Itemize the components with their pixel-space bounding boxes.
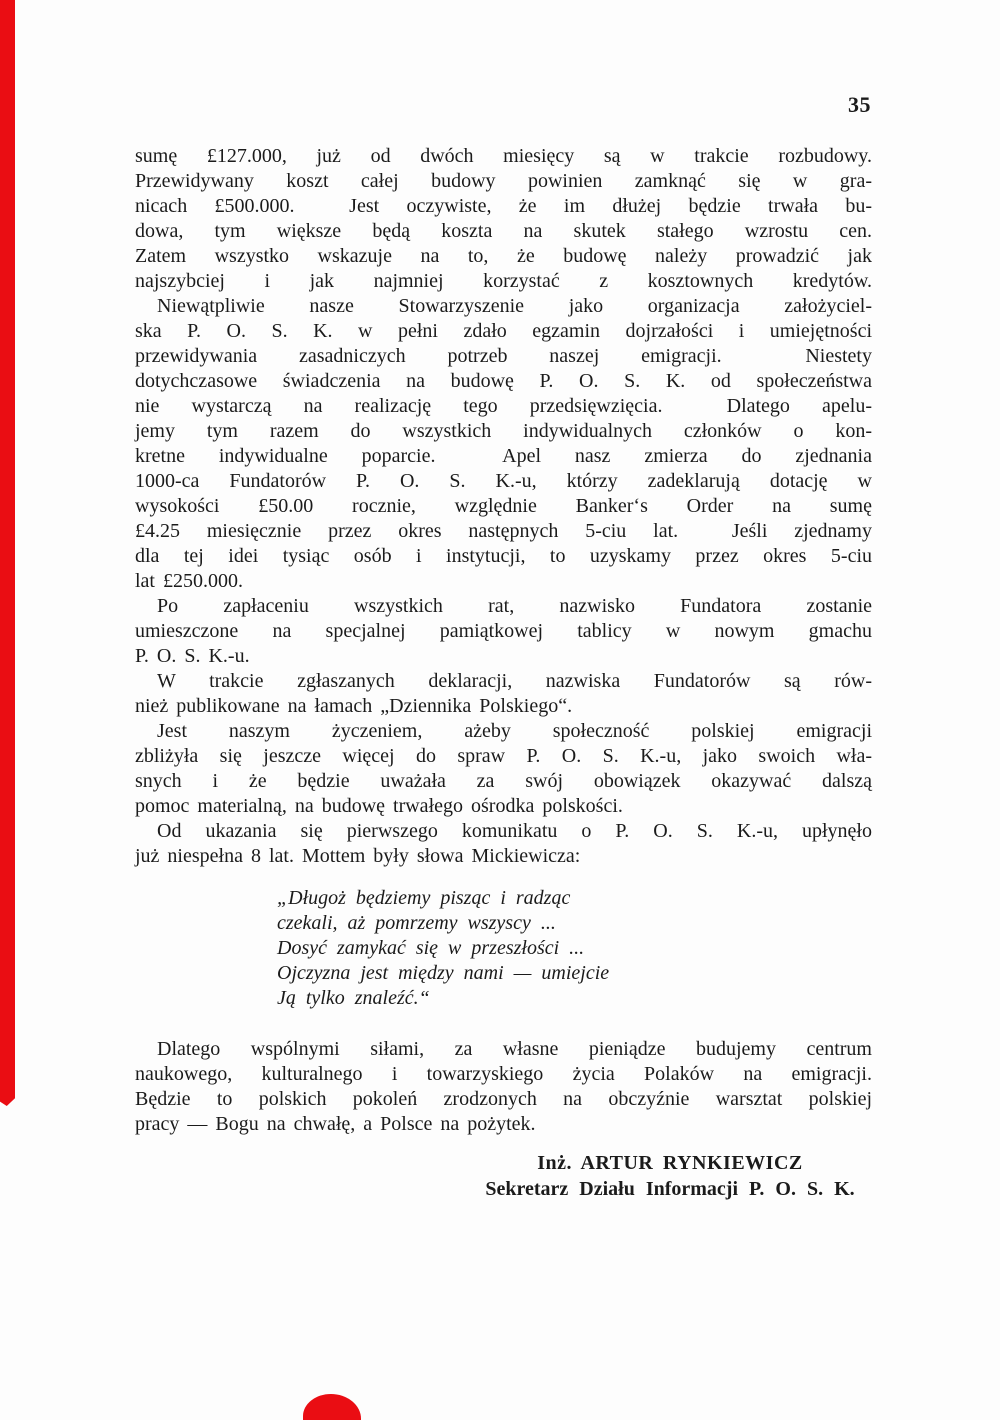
- text-line: £4.25 miesięcznie przez okres następnych 5-ciu lat. Jeśli zjednamy: [135, 520, 872, 542]
- text-line: snych i że będzie uważała za swój obowiązek okazywać dalszą: [135, 770, 872, 792]
- text-line: sumę £127.000, już od dwóch miesięcy są w trakcie rozbudowy.: [135, 145, 872, 167]
- text-line: nież publikowane na łamach „Dziennika Polskiego“.: [135, 695, 573, 717]
- closing-paragraph: [135, 1037, 872, 1137]
- page-number: 35: [848, 92, 871, 117]
- text-line: już niespełna 8 lat. Mottem były słowa Mickiewicza:: [135, 845, 581, 867]
- text-line: dla tej idei tysiąc osób i instytucji, to uzyskamy przez okres 5-ciu: [135, 545, 872, 567]
- text-line: dowa, tym większe będą koszta na skutek stałego wzrostu cen.: [135, 220, 872, 242]
- text-line: pracy — Bogu na chwałę, a Polsce na pożytek.: [135, 1113, 536, 1135]
- text-line: ska P. O. S. K. w pełni zdało egzamin dojrzałości i umiejętności: [135, 320, 872, 342]
- text-line: Przewidywany koszt całej budowy powinien zamknąć się w gra-: [135, 170, 872, 192]
- text-line: wysokości £50.00 rocznie, względnie Banker‘s Order na sumę: [135, 495, 872, 517]
- paragraph: [135, 719, 872, 819]
- text-line: kretne indywidualne poparcie. Apel nasz zmierza do zjednania: [135, 445, 872, 467]
- text-line: P. O. S. K.-u.: [135, 645, 250, 667]
- text-line: Niewątpliwie nasze Stowarzyszenie jako organizacja założyciel-: [157, 295, 872, 317]
- text-line: Od ukazania się pierwszego komunikatu o P. O. S. K.-u, upłynęło: [157, 820, 872, 842]
- text-line: 1000-ca Fundatorów P. O. S. K.-u, którzy zadeklarują dotację w: [135, 470, 872, 492]
- text-column: [135, 144, 872, 1137]
- text-line: nie wystarczą na realizację tego przedsięwzięcia. Dlatego apelu-: [135, 395, 872, 417]
- signature-name: Inż. ARTUR RYNKIEWICZ: [537, 1152, 803, 1174]
- text-line: Będzie to polskich pokoleń zrodzonych na obczyźnie warsztat polskiej: [135, 1088, 872, 1110]
- text-line: Po zapłaceniu wszystkich rat, nazwisko Fundatora zostanie: [157, 595, 872, 617]
- text-line: nicach £500.000. Jest oczywiste, że im dłużej będzie trwała bu-: [135, 195, 872, 217]
- red-ink-mark-artifact: [303, 1394, 361, 1420]
- paragraph: [135, 144, 872, 294]
- text-line: Dlatego wspólnymi siłami, za własne pieniądze budujemy centrum: [157, 1038, 872, 1060]
- quote-line: Ojczyzna jest między nami — umiejcie: [277, 962, 610, 984]
- red-margin-stripe-artifact: [0, 0, 15, 1106]
- quote-line: czekali, aż pomrzemy wszyscy ...: [277, 912, 556, 934]
- text-line: przewidywania zasadniczych potrzeb naszej emigracji. Niestety: [135, 345, 872, 367]
- text-line: pomoc materialną, na budowę trwałego ośrodka polskości.: [135, 795, 623, 817]
- text-line: jemy tym razem do wszystkich indywidualnych członków o kon-: [135, 420, 872, 442]
- text-line: dotychczasowe świadczenia na budowę P. O. S. K. od społeczeństwa: [135, 370, 872, 392]
- paragraph: [135, 594, 872, 669]
- text-line: naukowego, kulturalnego i towarzyskiego życia Polaków na emigracji.: [135, 1063, 872, 1085]
- text-line: najszybciej i jak najmniej korzystać z kosztownych kredytów.: [135, 270, 872, 292]
- quote-line: Dosyć zamykać się w przeszłości ...: [277, 937, 585, 959]
- paragraph: [135, 819, 872, 869]
- signature-block: [420, 1150, 920, 1202]
- text-line: lat £250.000.: [135, 570, 243, 592]
- text-line: Zatem wszystko wskazuje na to, że budowę należy prowadzić jak: [135, 245, 872, 267]
- paragraph: [135, 294, 872, 594]
- quote-line: „Długoż będziemy pisząc i radząc: [277, 887, 571, 909]
- text-line: Jest naszym życzeniem, ażeby społeczność polskiej emigracji: [157, 720, 872, 742]
- paragraph: [135, 669, 872, 719]
- quote-line: Ją tylko znaleźć.“: [277, 987, 430, 1009]
- mickiewicz-quote: [277, 886, 872, 1011]
- text-line: W trakcie zgłaszanych deklaracji, nazwiska Fundatorów są rów-: [157, 670, 872, 692]
- text-line: umieszczone na specjalnej pamiątkowej tablicy w nowym gmachu: [135, 620, 872, 642]
- text-line: zbliżyła się jeszcze więcej do spraw P. O. S. K.-u, jako swoich wła-: [135, 745, 872, 767]
- signature-title: Sekretarz Działu Informacji P. O. S. K.: [485, 1178, 855, 1200]
